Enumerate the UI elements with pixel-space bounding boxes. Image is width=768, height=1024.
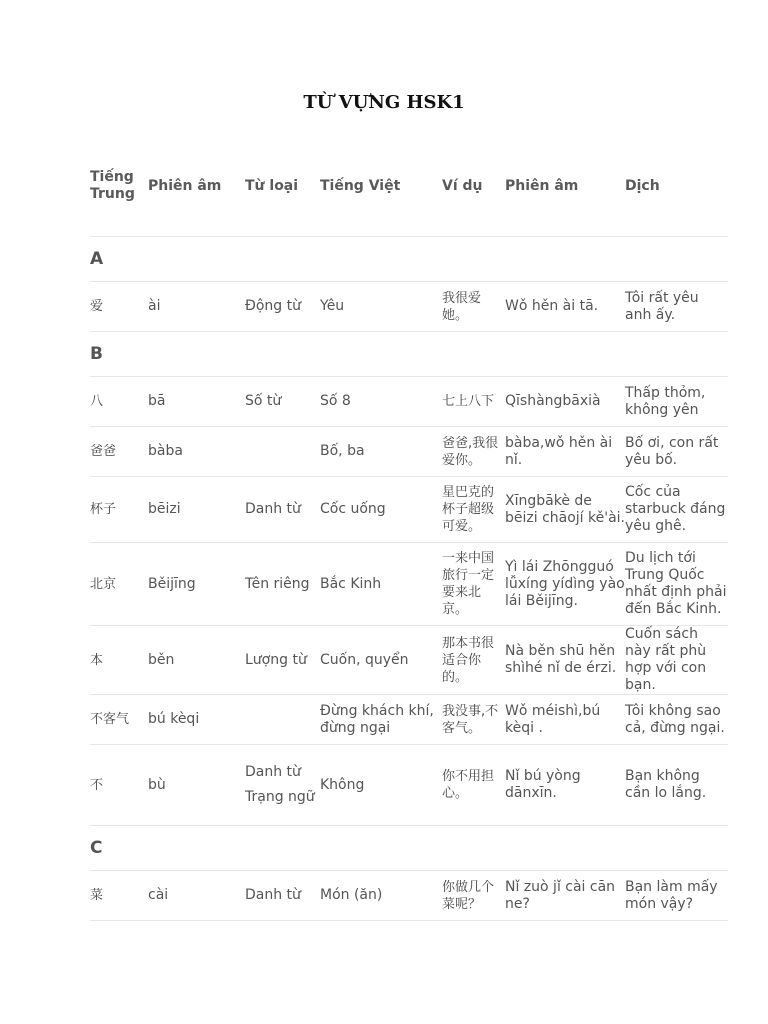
example-sentence: 爸爸,我很爱你。 (442, 435, 499, 468)
word-pinyin: Běijīng (148, 575, 196, 592)
word-type: Tên riêng (245, 575, 310, 592)
example-translation: Bạn không cần lo lắng. (625, 768, 707, 801)
word-meaning: Yêu (320, 298, 345, 314)
example-translation: Tôi rất yêu anh ấy. (625, 289, 699, 323)
example-sentence: 你不用担心。 (442, 769, 495, 801)
word-type: Danh từ (245, 887, 301, 903)
section-row (90, 237, 728, 282)
word-meaning: Không (320, 776, 365, 793)
word-chinese: 本 (90, 652, 104, 668)
table-row (90, 695, 728, 745)
table-row (90, 282, 728, 332)
example-pinyin: Wǒ méishì,bú kèqi . (505, 702, 601, 736)
word-chinese: 北京 (90, 576, 117, 592)
example-pinyin: Wǒ hěn ài tā. (505, 298, 599, 314)
section-row (90, 826, 728, 871)
word-meaning: Đừng khách khí, đừng ngại (320, 702, 434, 736)
table-row (90, 626, 728, 695)
word-pinyin: cài (148, 887, 169, 903)
word-pinyin: bú kèqi (148, 711, 200, 727)
word-meaning: Cuốn, quyển (320, 651, 409, 668)
table-row (90, 871, 728, 921)
example-pinyin: bàba,wǒ hěn ài nǐ. (505, 434, 613, 468)
header-row (90, 136, 728, 237)
header-translation: Dịch (625, 177, 660, 194)
word-type: Động từ (245, 298, 301, 314)
word-type (245, 745, 320, 826)
example-pinyin: Nǐ zuò jǐ cài cān ne? (505, 878, 616, 912)
section-letter: A (90, 248, 104, 269)
word-meaning: Số 8 (320, 393, 351, 409)
header-pinyin: Phiên âm (148, 177, 222, 194)
page-title: TỪ VỰNG HSK1 (303, 92, 465, 113)
word-chinese: 八 (90, 394, 104, 409)
word-chinese: 爱 (90, 299, 104, 314)
example-translation: Bố ơi, con rất yêu bố. (625, 434, 719, 468)
table-row (90, 745, 728, 826)
example-sentence: 一来中国旅行一定要来北京。 (442, 551, 495, 617)
header-vietnamese: Tiếng Việt (320, 177, 401, 194)
example-pinyin: Yì lái Zhōngguó lǚxíng yídìng yào lái Běijīng. (505, 558, 625, 609)
section-row (90, 332, 728, 377)
header-example-pinyin: Phiên âm (505, 177, 579, 194)
example-pinyin: Nà běn shū hěn shìhé nǐ de érzi. (505, 643, 617, 676)
word-type: Lượng từ (245, 651, 307, 668)
word-pinyin: bù (148, 776, 166, 793)
table-row (90, 427, 728, 477)
vocabulary-table (90, 136, 728, 921)
word-type: Danh từ (245, 501, 301, 517)
word-meaning: Bố, ba (320, 443, 365, 459)
table-row (90, 477, 728, 543)
section-letter: B (90, 343, 103, 364)
word-pinyin: bā (148, 393, 166, 409)
example-translation: Bạn làm mấy món vậy? (625, 878, 718, 912)
word-type-item: Danh từ (245, 764, 301, 780)
word-type-item: Trạng ngữ (245, 789, 315, 805)
word-pinyin: bēizi (148, 501, 181, 517)
word-chinese: 不 (90, 777, 104, 793)
section-letter: C (90, 837, 103, 858)
word-chinese: 爸爸 (90, 444, 117, 459)
example-pinyin: Nǐ bú yòng dānxīn. (505, 768, 581, 801)
example-sentence: 星巴克的杯子超级可爱。 (442, 485, 495, 534)
example-sentence: 那本书很适合你的。 (442, 635, 495, 685)
header-word-type: Từ loại (245, 177, 299, 194)
word-chinese: 菜 (90, 888, 104, 903)
example-translation: Tôi không sao cả, đừng ngại. (625, 702, 725, 736)
word-meaning: Cốc uống (320, 501, 386, 517)
example-translation: Du lịch tới Trung Quốc nhất định phải đến Bắc Kinh. (625, 550, 727, 617)
example-translation: Cuốn sách này rất phù hợp với con bạn. (625, 626, 707, 693)
example-sentence: 你做几个菜呢？ (442, 879, 495, 912)
word-type: Số từ (245, 393, 282, 409)
word-chinese: 杯子 (90, 502, 117, 517)
example-translation: Cốc của starbuck đáng yêu ghê. (625, 484, 726, 534)
example-pinyin: Xīngbākè de bēizi chāojí kě'ài. (505, 492, 626, 526)
word-pinyin: ài (148, 298, 161, 314)
table-row (90, 377, 728, 427)
word-chinese: 不客气 (90, 712, 130, 727)
header-chinese: Tiếng Trung (90, 169, 135, 202)
word-meaning: Món (ăn) (320, 887, 383, 903)
example-sentence: 七上八下 (442, 394, 495, 409)
header-example: Ví dụ (442, 177, 483, 194)
table-row (90, 543, 728, 626)
example-translation: Thấp thỏm, không yên (625, 384, 706, 418)
word-meaning: Bắc Kinh (320, 575, 382, 592)
example-sentence: 我没事,不客气。 (442, 703, 499, 736)
example-pinyin: Qīshàngbāxià (505, 393, 601, 409)
word-pinyin: bàba (148, 443, 183, 459)
word-pinyin: běn (148, 651, 175, 668)
word-type (245, 695, 320, 745)
word-type (245, 427, 320, 477)
example-sentence: 我很爱她。 (442, 290, 482, 323)
